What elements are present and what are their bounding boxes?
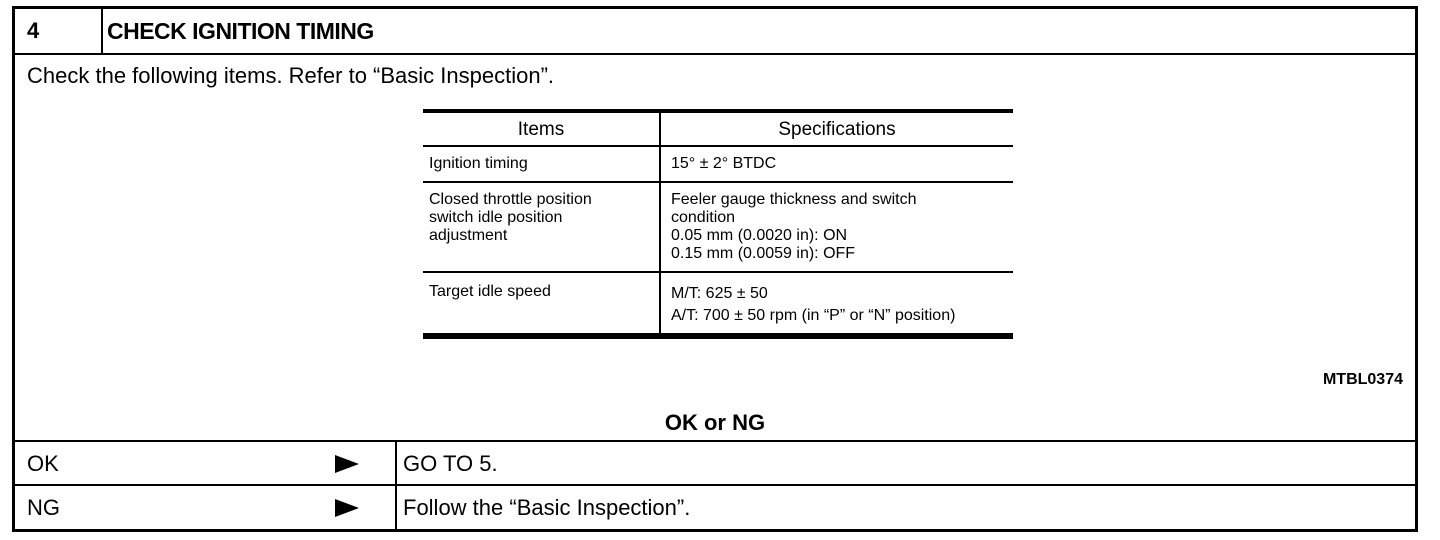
ok-ng-label: OK or NG: [664, 410, 766, 435]
header-specifications: Specifications: [778, 119, 896, 140]
step-title: CHECK IGNITION TIMING: [107, 18, 374, 44]
table-row: [423, 273, 1013, 335]
table-row: [423, 147, 1013, 183]
table-code: MTBL0374: [1322, 371, 1403, 388]
procedure-step-frame: [12, 6, 1418, 532]
result-row-ng: [15, 484, 1415, 531]
spec-cell: M/T: 625 ± 50 A/T: 700 ± 50 rpm (in “P” or “N” position): [671, 285, 956, 324]
item-cell: Target idle speed: [423, 273, 661, 333]
result-row-ok: [15, 440, 1415, 486]
item-cell: Closed throttle position switch idle position adjustment: [423, 183, 661, 271]
result-action: Follow the “Basic Inspection”.: [395, 486, 690, 531]
spec-table-bottom-rule: [423, 335, 1013, 339]
spec-table: [423, 109, 1013, 339]
spec-table-header-row: [423, 113, 1013, 147]
spec-cell: 15° ± 2° BTDC: [671, 155, 777, 172]
right-triangle-arrow-icon: [335, 499, 359, 517]
result-label: OK: [27, 451, 59, 476]
item-cell: Ignition timing: [423, 147, 661, 181]
step-number: 4: [15, 9, 103, 53]
right-triangle-arrow-icon: [335, 455, 359, 473]
header-items: Items: [423, 113, 661, 145]
spec-cell: Feeler gauge thickness and switch condition 0.05 mm (0.0020 in): ON 0.15 mm (0.0059 in): OFF: [671, 191, 917, 262]
step-header: [15, 9, 1415, 55]
table-row: [423, 183, 1013, 273]
intro-text: Check the following items. Refer to “Basic Inspection”.: [27, 63, 555, 88]
result-action: GO TO 5.: [395, 442, 498, 486]
result-label: NG: [27, 495, 60, 520]
